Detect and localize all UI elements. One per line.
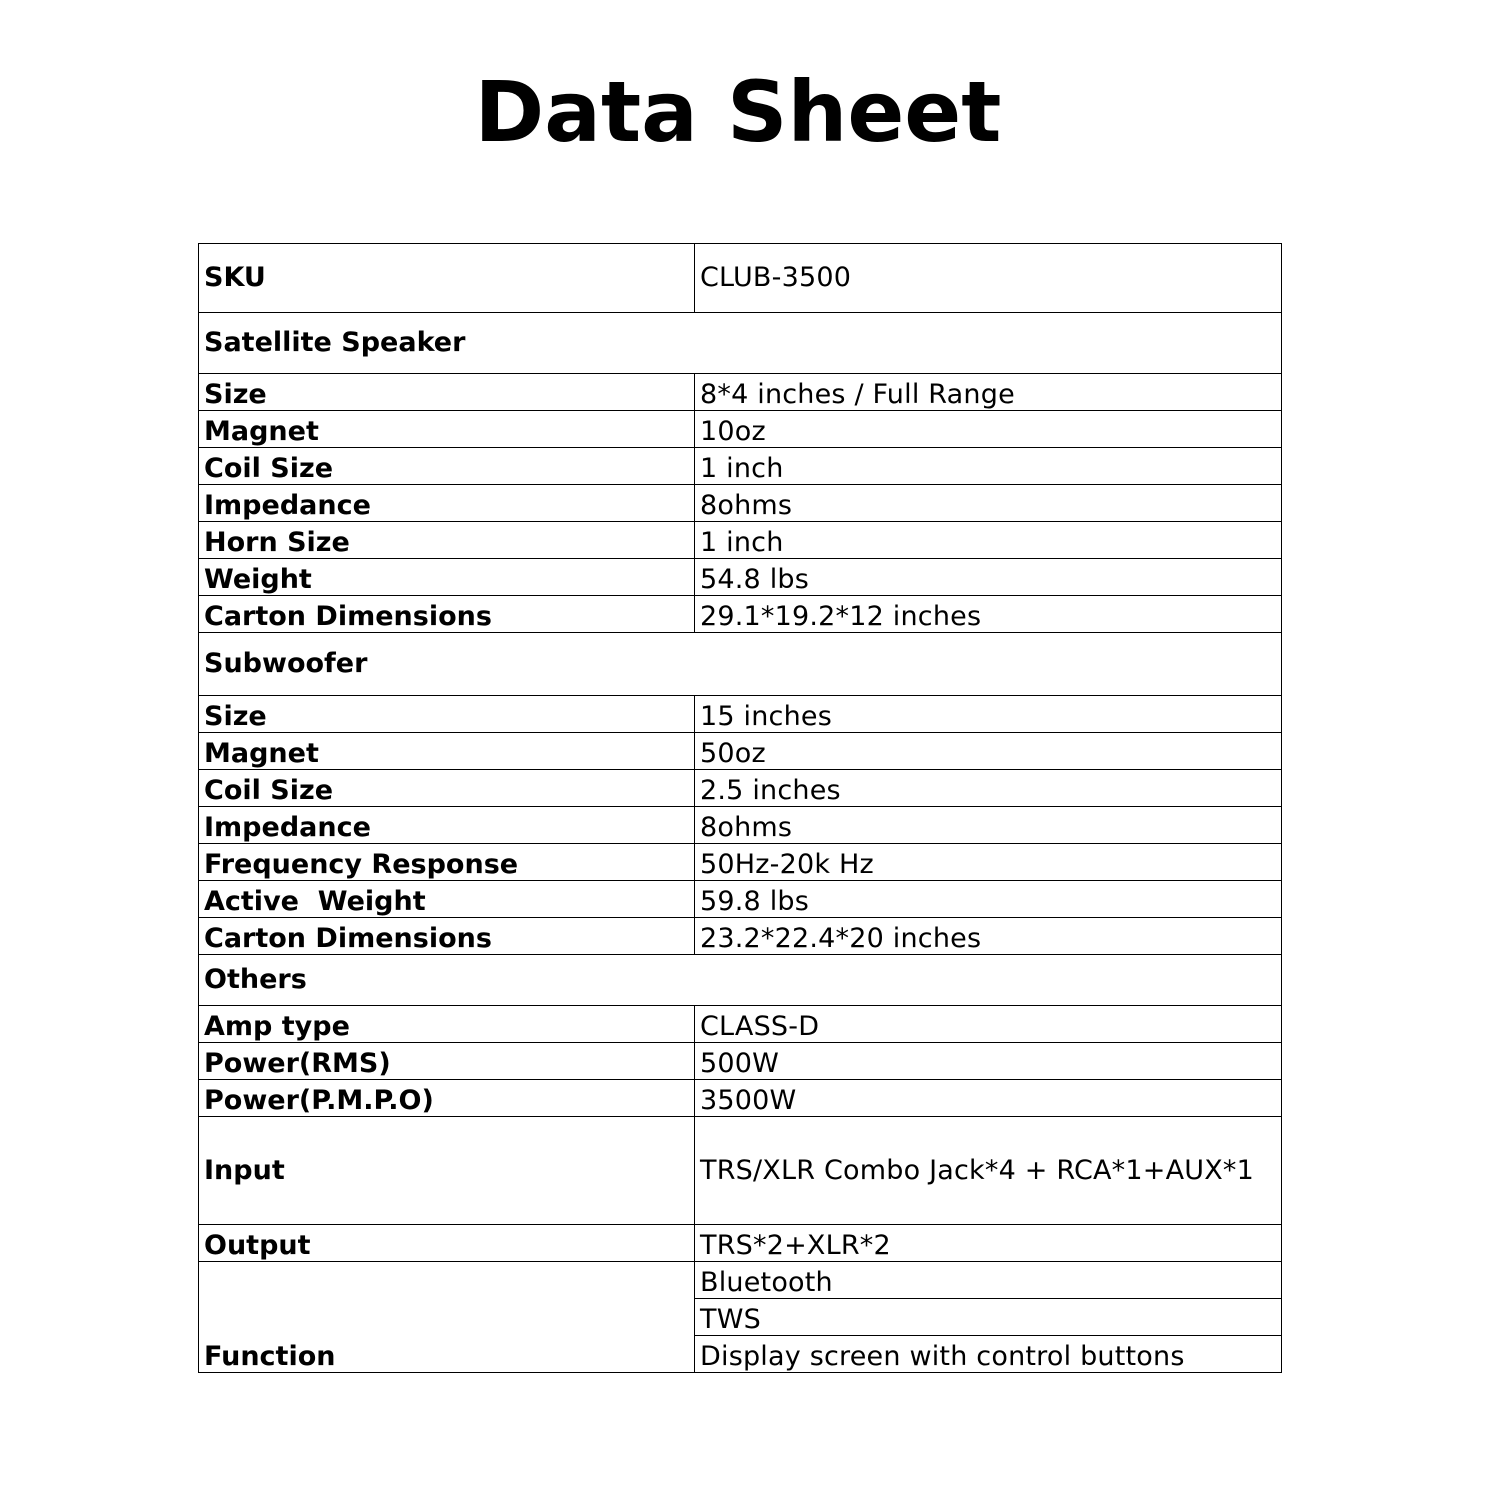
spec-label: Amp type [199, 1006, 695, 1043]
spec-label: Power(RMS) [199, 1043, 695, 1080]
table-row [199, 411, 1282, 448]
spec-table [198, 243, 1282, 1373]
table-row [199, 1043, 1282, 1080]
section-row-satellite [199, 313, 1282, 374]
section-heading-others: Others [199, 955, 1282, 1006]
table-row [199, 1080, 1282, 1117]
spec-label: Power(P.M.P.O) [199, 1080, 695, 1117]
table-row [199, 596, 1282, 633]
spec-label: Weight [199, 559, 695, 596]
spec-value: TRS/XLR Combo Jack*4 + RCA*1+AUX*1 [695, 1117, 1282, 1225]
table-row [199, 522, 1282, 559]
table-row [199, 807, 1282, 844]
spec-label: Horn Size [199, 522, 695, 559]
table-row [199, 696, 1282, 733]
spec-value: 59.8 lbs [695, 881, 1282, 918]
section-heading-subwoofer: Subwoofer [199, 633, 1282, 696]
table-row [199, 881, 1282, 918]
spec-value: 1 inch [695, 448, 1282, 485]
table-row [199, 918, 1282, 955]
spec-value: 8ohms [695, 807, 1282, 844]
sku-label: SKU [199, 244, 695, 313]
spec-value: 15 inches [695, 696, 1282, 733]
spec-label: Size [199, 374, 695, 411]
spec-label: Input [199, 1117, 695, 1225]
spec-value: 29.1*19.2*12 inches [695, 596, 1282, 633]
page-title: Data Sheet [474, 63, 1002, 161]
spec-value: CLASS-D [695, 1006, 1282, 1043]
spec-label: Magnet [199, 733, 695, 770]
spec-label: Coil Size [199, 448, 695, 485]
table-row [199, 733, 1282, 770]
spec-value: 8*4 inches / Full Range [695, 374, 1282, 411]
spec-value: 8ohms [695, 485, 1282, 522]
table-row [199, 1117, 1282, 1225]
spec-label: Magnet [199, 411, 695, 448]
spec-value: 23.2*22.4*20 inches [695, 918, 1282, 955]
spec-value: 2.5 inches [695, 770, 1282, 807]
table-row [199, 448, 1282, 485]
section-heading-satellite: Satellite Speaker [199, 313, 1282, 374]
spec-value: 54.8 lbs [695, 559, 1282, 596]
spec-value: 50oz [695, 733, 1282, 770]
table-row [199, 1006, 1282, 1043]
table-row-sku [199, 244, 1282, 313]
spec-value: 500W [695, 1043, 1282, 1080]
spec-value: 1 inch [695, 522, 1282, 559]
spec-value: TRS*2+XLR*2 [695, 1225, 1282, 1262]
section-row-others [199, 955, 1282, 1006]
spec-label: Carton Dimensions [199, 596, 695, 633]
table-row [199, 1225, 1282, 1262]
spec-value: 10oz [695, 411, 1282, 448]
spec-label: Output [199, 1225, 695, 1262]
table-row [199, 485, 1282, 522]
spec-label: Carton Dimensions [199, 918, 695, 955]
spec-label: Impedance [199, 807, 695, 844]
spec-value: Display screen with control buttons [695, 1336, 1282, 1373]
table-row-function [199, 1262, 1282, 1299]
spec-value: Bluetooth [695, 1262, 1282, 1299]
table-row [199, 559, 1282, 596]
spec-value: TWS [695, 1299, 1282, 1336]
section-row-subwoofer [199, 633, 1282, 696]
spec-label: Active Weight [199, 881, 695, 918]
spec-label: Coil Size [199, 770, 695, 807]
spec-label: Impedance [199, 485, 695, 522]
table-row [199, 844, 1282, 881]
spec-label: Frequency Response [199, 844, 695, 881]
sku-value: CLUB-3500 [695, 244, 1282, 313]
spec-label: Function [199, 1262, 695, 1373]
table-row [199, 770, 1282, 807]
spec-value: 50Hz-20k Hz [695, 844, 1282, 881]
spec-value: 3500W [695, 1080, 1282, 1117]
spec-label: Size [199, 696, 695, 733]
table-row [199, 374, 1282, 411]
